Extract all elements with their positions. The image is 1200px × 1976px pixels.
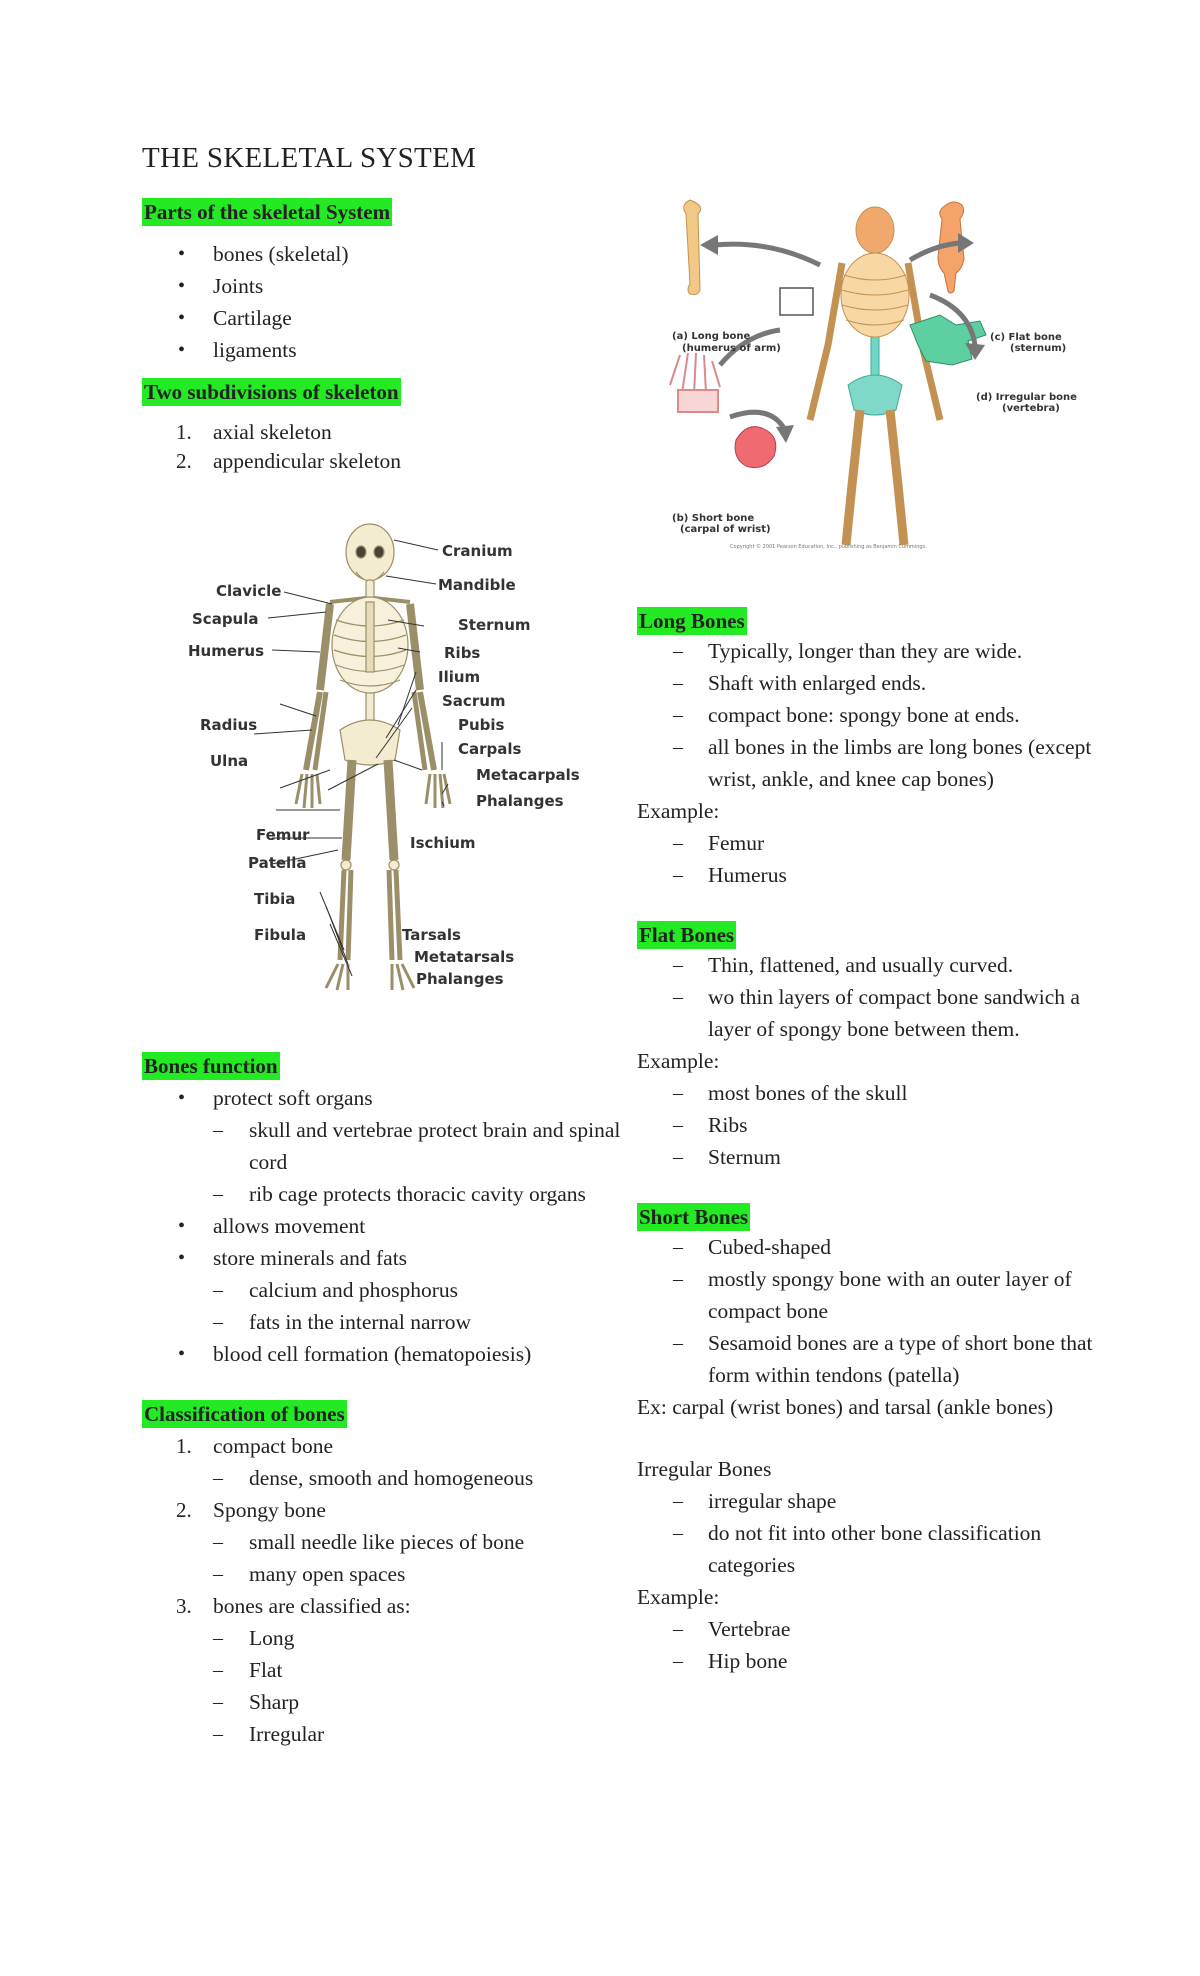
label-metacarpals: Metacarpals — [476, 766, 580, 784]
carpal-bone-image — [735, 427, 776, 468]
list-item: 3. bones are classified as: — [176, 1594, 411, 1618]
svg-text:(d) Irregular bone: (d) Irregular bone — [976, 392, 1077, 403]
list-item: 2. Spongy bone — [176, 1498, 326, 1522]
list-item: • protect soft organs — [178, 1086, 373, 1110]
label-patella: Patella — [248, 854, 307, 872]
label-scapula: Scapula — [192, 610, 259, 628]
list-item: 2. appendicular skeleton — [176, 449, 402, 473]
skeleton-figure — [296, 524, 450, 990]
list-item: – all bones in the limbs are long bones (except wrist, ankle, and knee cap bones) — [673, 735, 1092, 791]
flat-examples-list — [637, 1077, 1097, 1173]
left-column — [142, 198, 612, 476]
list-item: – compact bone: spongy bone at ends. — [673, 703, 1020, 727]
list-item: – Typically, longer than they are wide. — [673, 639, 1023, 663]
label-ilium: Ilium — [438, 668, 481, 686]
list-item: – Shaft with enlarged ends. — [673, 671, 927, 695]
classification-heading: Classification of bones — [144, 1402, 345, 1426]
long-bones-heading: Long Bones — [639, 609, 745, 633]
svg-text:Copyright © 2001 Pearson Educa: Copyright © 2001 Pearson Education, Inc., publishing as Benjamin Cummings. — [730, 544, 927, 550]
label-ischium: Ischium — [410, 834, 476, 852]
list-item: 1. compact bone — [176, 1434, 333, 1458]
bone-types-diagram — [660, 185, 1090, 560]
list-item: • ligaments — [178, 338, 297, 362]
svg-text:(a) Long bone: (a) Long bone — [672, 331, 751, 342]
svg-text:(c) Flat bone: (c) Flat bone — [990, 332, 1062, 343]
flat-bones-list — [637, 949, 1097, 1045]
list-item: • blood cell formation (hematopoiesis) — [178, 1342, 532, 1366]
list-item: • allows movement — [178, 1214, 366, 1238]
list-item: • Joints — [178, 274, 264, 298]
irregular-examples-list — [637, 1613, 1097, 1677]
list-item: – dense, smooth and homogeneous — [213, 1466, 534, 1490]
svg-text:(sternum): (sternum) — [1010, 343, 1067, 354]
list-item: – small needle like pieces of bone — [213, 1530, 525, 1554]
label-ribs: Ribs — [444, 644, 481, 662]
list-item: – skull and vertebrae protect brain and spinal cord — [213, 1118, 621, 1174]
list-item: – rib cage protects thoracic cavity organs — [213, 1182, 586, 1206]
label-sacrum: Sacrum — [442, 692, 506, 710]
list-item: – Sesamoid bones are a type of short bone that form within tendons (patella) — [673, 1331, 1093, 1387]
label-femur: Femur — [256, 826, 310, 844]
list-item: • store minerals and fats — [178, 1246, 408, 1270]
list-item: – Sternum — [673, 1145, 781, 1169]
short-bones-list — [637, 1231, 1097, 1391]
left-column-lower — [142, 1052, 622, 1750]
label-metatarsals: Metatarsals — [414, 948, 515, 966]
svg-text:(vertebra): (vertebra) — [1002, 403, 1060, 414]
short-bones-heading: Short Bones — [639, 1205, 749, 1229]
label-tarsals: Tarsals — [402, 926, 461, 944]
svg-text:(b) Short bone: (b) Short bone — [672, 513, 755, 524]
label-ulna: Ulna — [210, 752, 249, 770]
list-item: – most bones of the skull — [673, 1081, 908, 1105]
list-item: • Cartilage — [178, 306, 292, 330]
list-item: – Irregular — [213, 1722, 325, 1746]
parts-list — [142, 238, 612, 366]
list-item: – Flat — [213, 1658, 283, 1682]
list-item: – many open spaces — [213, 1562, 406, 1586]
irregular-bones-heading: Irregular Bones — [637, 1457, 772, 1481]
list-item: – Cubed-shaped — [673, 1235, 831, 1259]
list-item: – Long — [213, 1626, 295, 1650]
list-item: – wo thin layers of compact bone sandwich a layer of spongy bone between them. — [673, 985, 1080, 1041]
list-item: – calcium and phosphorus — [213, 1278, 458, 1302]
list-item: – fats in the internal narrow — [213, 1310, 472, 1334]
list-item: – do not fit into other bone classification categories — [673, 1521, 1042, 1577]
list-item: – mostly spongy bone with an outer layer of compact bone — [673, 1267, 1072, 1323]
label-mandible: Mandible — [438, 576, 516, 594]
flat-bones-heading: Flat Bones — [639, 923, 735, 947]
irregular-example-label: Example: — [637, 1585, 720, 1609]
list-item: – Humerus — [673, 863, 787, 887]
list-item: – Vertebrae — [673, 1617, 791, 1641]
list-item: – Ribs — [673, 1113, 748, 1137]
list-item: 1. axial skeleton — [176, 420, 332, 444]
label-radius: Radius — [200, 716, 258, 734]
svg-text:(carpal of wrist): (carpal of wrist) — [680, 524, 771, 535]
flat-example-label: Example: — [637, 1049, 720, 1073]
list-item: – Hip bone — [673, 1649, 788, 1673]
label-pubis: Pubis — [458, 716, 505, 734]
classification-list — [142, 1430, 622, 1750]
irregular-bones-list — [637, 1485, 1097, 1581]
label-cranium: Cranium — [442, 542, 513, 560]
subdivisions-heading: Two subdivisions of skeleton — [144, 380, 399, 404]
list-item: • bones (skeletal) — [178, 242, 349, 266]
parts-heading: Parts of the skeletal System — [144, 200, 391, 224]
list-item: – Thin, flattened, and usually curved. — [673, 953, 1014, 977]
label-carpals: Carpals — [458, 740, 522, 758]
long-example-label: Example: — [637, 799, 720, 823]
list-item: – irregular shape — [673, 1489, 837, 1513]
subdivisions-list — [142, 418, 612, 476]
function-heading: Bones function — [144, 1054, 278, 1078]
list-item: – Sharp — [213, 1690, 300, 1714]
svg-text:(humerus of arm): (humerus of arm) — [682, 343, 781, 354]
long-examples-list — [637, 827, 1097, 891]
label-sternum: Sternum — [458, 616, 531, 634]
label-fibula: Fibula — [254, 926, 307, 944]
label-humerus: Humerus — [188, 642, 265, 660]
page-title: THE SKELETAL SYSTEM — [142, 142, 477, 174]
short-example: Ex: carpal (wrist bones) and tarsal (ankle bones) — [637, 1395, 1054, 1419]
list-item: – Femur — [673, 831, 765, 855]
function-list — [142, 1082, 622, 1370]
label-clavicle: Clavicle — [216, 582, 282, 600]
skeleton-diagram — [180, 520, 600, 1010]
right-column — [637, 607, 1097, 1677]
label-phalanges-hand: Phalanges — [476, 792, 564, 810]
label-tibia: Tibia — [254, 890, 296, 908]
long-bones-list — [637, 635, 1097, 795]
label-phalanges-foot: Phalanges — [416, 970, 504, 988]
